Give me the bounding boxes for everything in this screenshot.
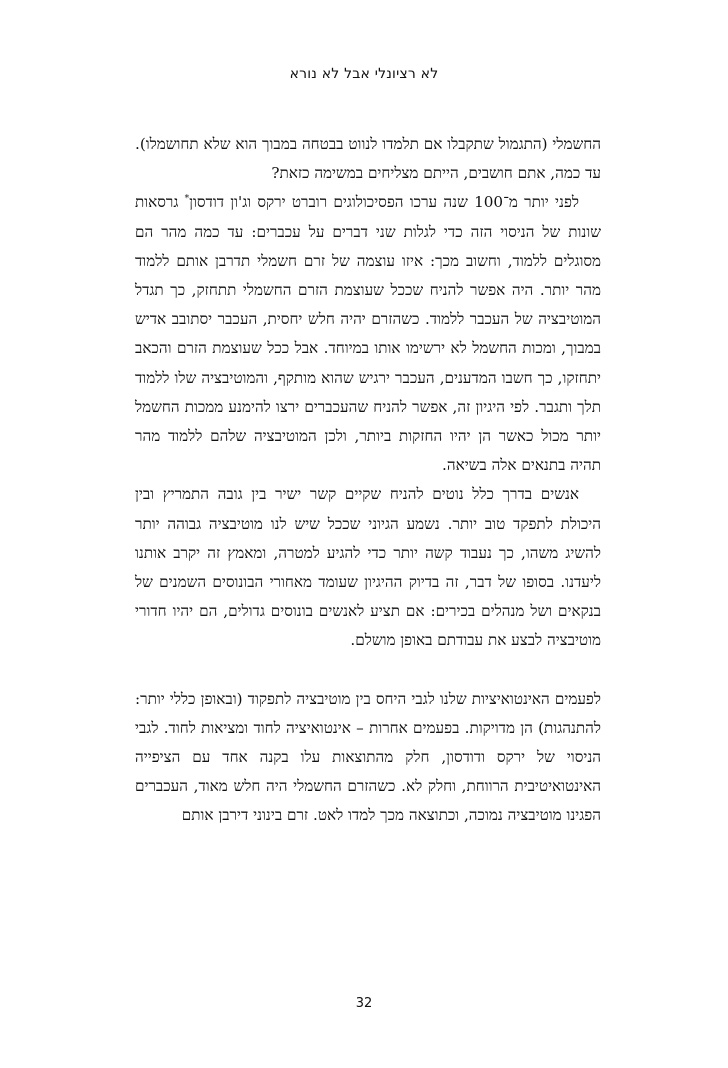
paragraph-incentives: אנשים בדרך כלל נוטים להניח שקיים קשר ישיר בין גובה התמריץ ובין היכולת לתפקד טוב יותר. נשמע הגיוני שככל שיש לנו מוטיבציה גבוהה יותר להשיג משהו, כך נעבוד קשה יותר כדי להגיע למטרה, ומאמץ זה יקרב אותנו ליעדנו. בסופו של דבר, זה בדיוק ההיגיון שעומד מאחורי הבונוסים השמנים של בנקאים ושל מנהלים בכירים: אם תציע לאנשים בונוסים גדולים, הם יהיו חדורי מוטיבציה לבצע את עבודתם באופן מושלם. [135,485,601,650]
paragraph-intuitions: לפעמים האינטואיציות שלנו לגבי היחס בין מוטיבציה לתפקוד (ובאופן כללי יותר: להתנהגות) הן מדויקות. בפעמים אחרות – אינטואיציה לחוד ומציאות לחוד. לגבי הניסוי של ירקס ודודסון, חלק מהתוצאות עלו בקנה אחד עם הציפייה האינטואיטיבית הרווחת, וחלק לא. כשהזרם החשמלי היה חלש מאוד, העכברים הפגינו מוטיבציה נמוכה, וכתוצאה מכך למדו לאט. זרם בינוני דירבן אותם [135,689,601,825]
running-head: לא רציונלי אבל לא נורא [289,66,439,82]
paragraph-yerkes-dodson [135,188,601,480]
footnote-marker: * [184,194,190,205]
body-text [135,130,601,831]
paragraph-text-before-note: לפני יותר מ־100 שנה ערכו הפסיכולוגים רוברט ירקס וג'ון דודסון [189,193,580,212]
paragraph-text-after-note: גרסאות שונות של הניסוי הזה כדי לגלות שני דברים על עכברים: עד כמה מהר הם מסוגלים ללמוד, וחשוב מכך: איזו עוצמה של זרם חשמלי תדרבן אותם ללמוד מהר יותר. היה אפשר להניח שככל שעוצמת הזרם החשמלי תתחזק, כך תגדל המוטיבציה של העכבר ללמוד. כשהזרם יהיה חלש יחסית, העכבר יסתובב אדיש במבוך, ומכות החשמל לא ירשימו אותו במיוחד. אבל ככל שעוצמת הזרם והכאב יתחזקו, כך חשבו המדענים, העכבר ירגיש שהוא מותקף, והמוטיבציה שלו ללמוד תלך ותגבר. לפי היגיון זה, אפשר להניח שהעכברים ירצו להימנע ממכות החשמל יותר מכול כאשר הן יהיו החזקות ביותר, ולכן המוטיבציה שלהם ללמוד מהר תהיה בתנאים אלה בשיאה. [135,193,601,475]
page-number: 32 [355,996,373,1011]
paragraph-continuation: החשמלי (התגמול שתקבלו אם תלמדו לנווט בבטחה במבוך הוא שלא תחושמלו). עד כמה, אתם חושבים, הייתם מצליחים במשימה כזאת? [135,135,601,183]
